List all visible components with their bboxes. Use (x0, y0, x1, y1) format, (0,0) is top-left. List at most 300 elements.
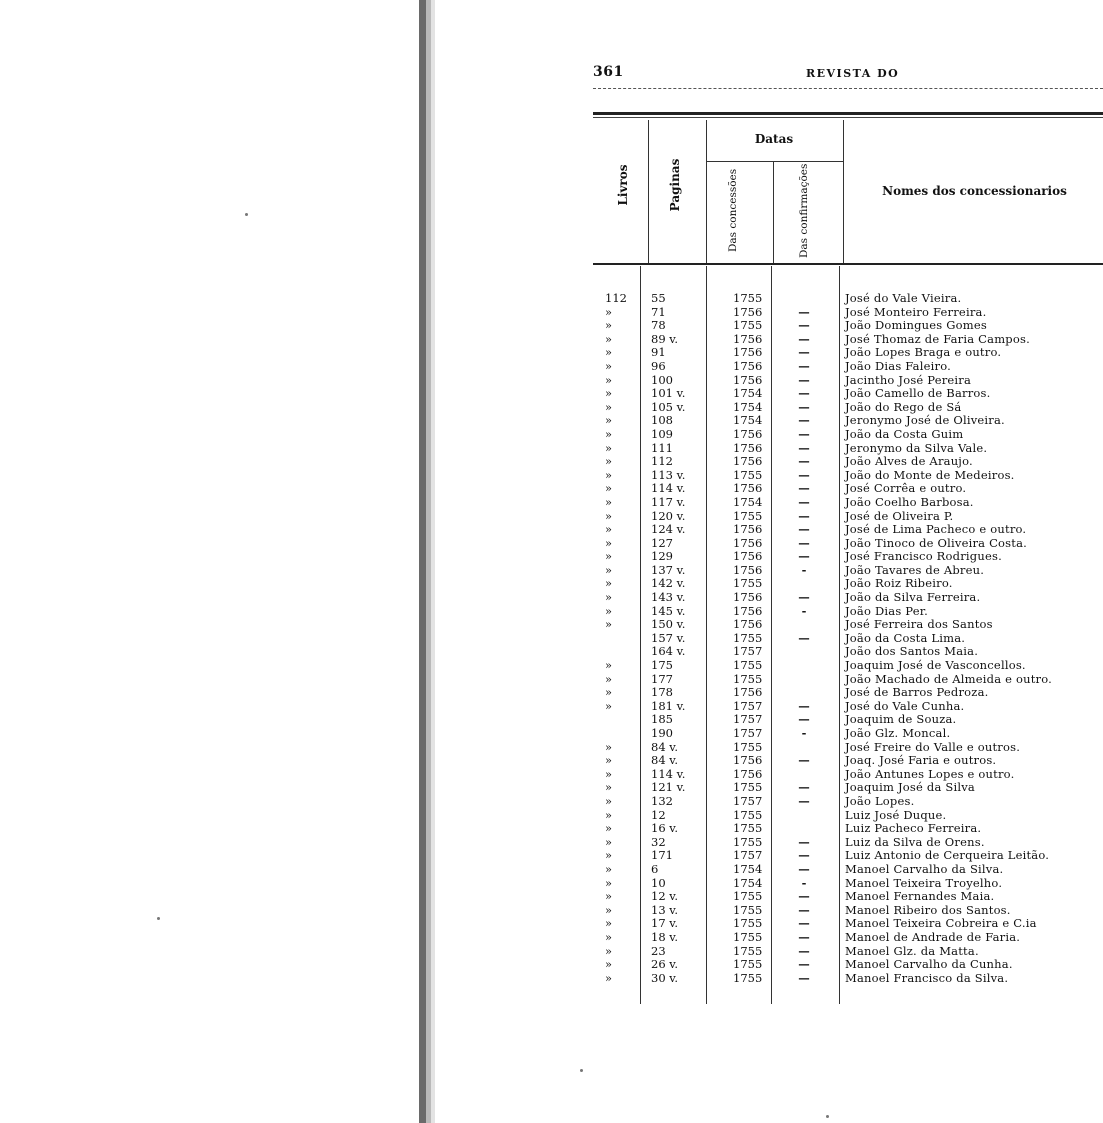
cell-pagina: 105 v. (651, 399, 686, 414)
cell-livro: » (605, 698, 613, 713)
cell-nome: Manoel Francisco da Silva. (845, 970, 1009, 985)
table-row (593, 781, 1103, 795)
cell-concessao: 1755 (733, 929, 763, 944)
cell-livro: » (605, 399, 613, 414)
cell-livro: » (605, 481, 613, 496)
cell-livro: » (605, 386, 613, 401)
cell-nome: João Coelho Barbosa. (845, 494, 974, 509)
cell-nome: João Machado de Almeida e outro. (845, 671, 1052, 686)
binding-gutter-highlight (431, 0, 435, 1123)
cell-confirmacao: — (798, 834, 810, 849)
cell-pagina: 18 v. (651, 929, 679, 944)
cell-livro: » (605, 522, 613, 537)
cell-livro: » (605, 426, 613, 441)
cell-confirmacao: — (798, 318, 810, 333)
header-das-confirmacoes-text: Das confirmações (798, 163, 810, 258)
cell-nome: João da Costa Lima. (845, 630, 966, 645)
cell-nome: Manoel Glz. da Matta. (845, 943, 979, 958)
cell-pagina: 132 (651, 793, 673, 808)
scan-speck (826, 1115, 829, 1118)
cell-nome: João Dias Faleiro. (845, 358, 951, 373)
cell-nome: José de Barros Pedroza. (845, 685, 989, 700)
cell-nome: João do Monte de Medeiros. (845, 467, 1015, 482)
cell-pagina: 111 (651, 440, 673, 455)
cell-pagina: 117 v. (651, 494, 686, 509)
cell-nome: Jacintho José Pereira (845, 372, 972, 387)
cell-confirmacao: — (798, 957, 810, 972)
cell-confirmacao: — (798, 454, 810, 469)
cell-concessao: 1756 (733, 535, 763, 550)
cell-nome: João Alves de Araujo. (845, 454, 973, 469)
cell-nome: João da Silva Ferreira. (845, 590, 981, 605)
cell-concessao: 1757 (733, 644, 763, 659)
cell-nome: João Domingues Gomes (845, 318, 987, 333)
cell-concessao: 1756 (733, 590, 763, 605)
cell-livro: » (605, 304, 613, 319)
cell-pagina: 100 (651, 372, 673, 387)
cell-concessao: 1754 (733, 875, 763, 890)
table-row (593, 306, 1103, 320)
cell-nome: João Lopes. (845, 793, 915, 808)
table-row (593, 469, 1103, 483)
cell-livro: » (605, 617, 613, 632)
cell-concessao: 1756 (733, 345, 763, 360)
table-row (593, 713, 1103, 727)
cell-livro: » (605, 508, 613, 523)
cell-pagina: 121 v. (651, 780, 686, 795)
cell-nome: José Freire do Valle e outros. (845, 739, 1021, 754)
cell-concessao: 1755 (733, 291, 763, 305)
cell-confirmacao: — (798, 304, 810, 319)
cell-concessao: 1755 (733, 834, 763, 849)
cell-livro: » (605, 821, 613, 836)
cell-confirmacao: — (798, 386, 810, 401)
cell-concessao: 1756 (733, 454, 763, 469)
table-row (593, 632, 1103, 646)
table-row (593, 455, 1103, 469)
header-datas: Datas (754, 132, 794, 146)
cell-confirmacao: — (798, 902, 810, 917)
cell-pagina: 178 (651, 685, 673, 700)
cell-pagina: 150 v. (651, 617, 686, 632)
cell-concessao: 1754 (733, 386, 763, 401)
cell-concessao: 1754 (733, 861, 763, 876)
cell-concessao: 1756 (733, 481, 763, 496)
header-das-concessoes-text: Das concessões (727, 168, 739, 252)
cell-nome: Manoel Teixeira Troyelho. (845, 875, 1003, 890)
cell-pagina: 30 v. (651, 970, 679, 985)
table-row (593, 877, 1103, 891)
cell-livro: » (605, 957, 613, 972)
cell-nome: José Monteiro Ferreira. (845, 304, 987, 319)
cell-livro: » (605, 413, 613, 428)
table-row (593, 945, 1103, 959)
cell-concessao: 1755 (733, 739, 763, 754)
cell-livro: » (605, 753, 613, 768)
table-row (593, 333, 1103, 347)
cell-livro: » (605, 943, 613, 958)
cell-concessao: 1755 (733, 318, 763, 333)
cell-livro: » (605, 807, 613, 822)
table-row (593, 564, 1103, 578)
cell-confirmacao: — (798, 889, 810, 904)
cell-confirmacao: — (798, 345, 810, 360)
cell-concessao: 1755 (733, 576, 763, 591)
cell-concessao: 1756 (733, 426, 763, 441)
table-top-rule-thin (593, 117, 1103, 118)
table-row (593, 836, 1103, 850)
cell-livro: » (605, 440, 613, 455)
cell-nome: Manoel de Andrade de Faria. (845, 929, 1021, 944)
cell-concessao: 1757 (733, 726, 763, 740)
cell-pagina: 6 (651, 861, 659, 876)
cell-concessao: 1755 (733, 807, 763, 822)
cell-livro: 112 (605, 291, 627, 305)
table-header-bottom-rule (593, 263, 1103, 265)
table-row (593, 673, 1103, 687)
cell-nome: Manoel Carvalho da Silva. (845, 861, 1004, 876)
cell-livro: » (605, 454, 613, 469)
cell-nome: Joaquim de Souza. (845, 712, 957, 727)
cell-nome: Jeronymo José de Oliveira. (845, 413, 1005, 428)
cell-concessao: 1757 (733, 848, 763, 863)
cell-concessao: 1756 (733, 603, 763, 618)
cell-concessao: 1755 (733, 957, 763, 972)
cell-livro: » (605, 916, 613, 931)
cell-livro: » (605, 970, 613, 985)
column-separator (843, 120, 844, 263)
cell-livro: » (605, 535, 613, 550)
cell-concessao: 1756 (733, 304, 763, 319)
cell-concessao: 1755 (733, 902, 763, 917)
cell-nome: João da Costa Guim (845, 426, 964, 441)
table-row (593, 442, 1103, 456)
scan-speck (580, 1069, 583, 1072)
cell-livro: » (605, 902, 613, 917)
cell-confirmacao: — (798, 753, 810, 768)
cell-livro: » (605, 576, 613, 591)
cell-nome: Luiz Antonio de Cerqueira Leitão. (845, 848, 1050, 863)
cell-nome: José Ferreira dos Santos (845, 617, 993, 632)
cell-confirmacao: — (798, 630, 810, 645)
cell-pagina: 143 v. (651, 590, 686, 605)
table-row (593, 319, 1103, 333)
cell-confirmacao: - (801, 603, 807, 618)
table-row (593, 768, 1103, 782)
cell-pagina: 32 (651, 834, 666, 849)
cell-concessao: 1755 (733, 508, 763, 523)
table-row (593, 401, 1103, 415)
cell-confirmacao: — (798, 698, 810, 713)
cell-confirmacao: - (801, 726, 807, 740)
cell-nome: João Tavares de Abreu. (845, 562, 985, 577)
cell-confirmacao: — (798, 793, 810, 808)
cell-livro: » (605, 739, 613, 754)
cell-concessao: 1756 (733, 549, 763, 564)
cell-concessao: 1756 (733, 440, 763, 455)
cell-confirmacao: — (798, 535, 810, 550)
cell-concessao: 1755 (733, 630, 763, 645)
cell-nome: José do Vale Cunha. (845, 698, 965, 713)
header-nomes: Nomes dos concessionarios (882, 184, 1067, 198)
table-row (593, 863, 1103, 877)
table-row (593, 414, 1103, 428)
cell-pagina: 124 v. (651, 522, 686, 537)
cell-nome: Manoel Ribeiro dos Santos. (845, 902, 1011, 917)
cell-pagina: 171 (651, 848, 673, 863)
table-row (593, 537, 1103, 551)
cell-concessao: 1756 (733, 753, 763, 768)
cell-pagina: 175 (651, 658, 673, 673)
cell-pagina: 16 v. (651, 821, 679, 836)
table-row (593, 659, 1103, 673)
cell-pagina: 137 v. (651, 562, 686, 577)
cell-concessao: 1756 (733, 766, 763, 781)
cell-pagina: 127 (651, 535, 673, 550)
cell-confirmacao: — (798, 943, 810, 958)
cell-nome: João do Rego de Sá (845, 399, 962, 414)
table-row (593, 482, 1103, 496)
cell-livro: » (605, 780, 613, 795)
table-row (593, 727, 1103, 741)
cell-livro: » (605, 889, 613, 904)
header-das-confirmacoes (798, 163, 823, 258)
cell-nome: Luiz José Duque. (845, 807, 947, 822)
table-row (593, 741, 1103, 755)
cell-livro: » (605, 658, 613, 673)
table-row (593, 292, 1103, 306)
cell-confirmacao: — (798, 467, 810, 482)
table-row (593, 904, 1103, 918)
cell-concessao: 1755 (733, 916, 763, 931)
cell-concessao: 1756 (733, 331, 763, 346)
table-row (593, 605, 1103, 619)
table-row (593, 700, 1103, 714)
cell-confirmacao: — (798, 522, 810, 537)
cell-livro: » (605, 590, 613, 605)
cell-concessao: 1756 (733, 617, 763, 632)
column-separator (773, 162, 774, 263)
cell-nome: José do Vale Vieira. (845, 291, 962, 305)
cell-pagina: 23 (651, 943, 666, 958)
cell-confirmacao: — (798, 712, 810, 727)
table-row (593, 374, 1103, 388)
cell-pagina: 190 (651, 726, 673, 740)
cell-livro: » (605, 358, 613, 373)
table-row (593, 917, 1103, 931)
table-row (593, 523, 1103, 537)
cell-pagina: 114 v. (651, 481, 686, 496)
cell-pagina: 13 v. (651, 902, 679, 917)
table-row (593, 686, 1103, 700)
running-head: REVISTA DO (806, 67, 900, 80)
cell-pagina: 157 v. (651, 630, 686, 645)
cell-confirmacao: — (798, 399, 810, 414)
cell-pagina: 101 v. (651, 386, 686, 401)
concessions-table-body (593, 292, 1103, 985)
cell-confirmacao: - (801, 875, 807, 890)
cell-confirmacao: — (798, 358, 810, 373)
cell-concessao: 1755 (733, 889, 763, 904)
cell-nome: Luiz Pacheco Ferreira. (845, 821, 982, 836)
cell-livro: » (605, 848, 613, 863)
cell-nome: Manoel Carvalho da Cunha. (845, 957, 1013, 972)
table-row (593, 958, 1103, 972)
cell-pagina: 71 (651, 304, 666, 319)
cell-concessao: 1755 (733, 467, 763, 482)
cell-pagina: 109 (651, 426, 673, 441)
table-row (593, 618, 1103, 632)
cell-nome: Joaquim José de Vasconcellos. (845, 658, 1026, 673)
table-row (593, 931, 1103, 945)
scan-speck (245, 213, 248, 216)
cell-pagina: 142 v. (651, 576, 686, 591)
datas-subheader-rule (706, 161, 843, 162)
cell-pagina: 112 (651, 454, 673, 469)
cell-confirmacao: — (798, 331, 810, 346)
cell-pagina: 26 v. (651, 957, 679, 972)
cell-nome: José Francisco Rodrigues. (845, 549, 1002, 564)
cell-nome: João Antunes Lopes e outro. (845, 766, 1015, 781)
cell-concessao: 1754 (733, 413, 763, 428)
cell-nome: João Glz. Moncal. (845, 726, 951, 740)
cell-confirmacao: — (798, 426, 810, 441)
cell-livro: » (605, 861, 613, 876)
cell-pagina: 177 (651, 671, 673, 686)
cell-livro: » (605, 467, 613, 482)
cell-nome: João Tinoco de Oliveira Costa. (845, 535, 1028, 550)
table-row (593, 346, 1103, 360)
cell-concessao: 1755 (733, 780, 763, 795)
cell-concessao: 1756 (733, 685, 763, 700)
cell-confirmacao: — (798, 590, 810, 605)
cell-livro: » (605, 875, 613, 890)
cell-confirmacao: — (798, 970, 810, 985)
cell-pagina: 17 v. (651, 916, 679, 931)
cell-confirmacao: — (798, 508, 810, 523)
cell-confirmacao: — (798, 929, 810, 944)
cell-nome: José de Oliveira P. (845, 508, 954, 523)
cell-confirmacao: — (798, 481, 810, 496)
cell-livro: » (605, 834, 613, 849)
binding-gutter-shadow (419, 0, 426, 1123)
table-row (593, 754, 1103, 768)
header-livros: Livros (616, 164, 630, 206)
table-row (593, 645, 1103, 659)
cell-nome: José Thomaz de Faria Campos. (845, 331, 1030, 346)
cell-nome: Jeronymo da Silva Vale. (845, 440, 988, 455)
cell-confirmacao: — (798, 861, 810, 876)
cell-concessao: 1756 (733, 562, 763, 577)
cell-concessao: 1757 (733, 712, 763, 727)
cell-pagina: 89 v. (651, 331, 679, 346)
cell-concessao: 1755 (733, 671, 763, 686)
cell-confirmacao: — (798, 413, 810, 428)
cell-pagina: 113 v. (651, 467, 686, 482)
cell-nome: Joaquim José da Silva (845, 780, 975, 795)
cell-concessao: 1756 (733, 372, 763, 387)
cell-confirmacao: — (798, 440, 810, 455)
cell-nome: João Lopes Braga e outro. (845, 345, 1002, 360)
cell-nome: Manoel Fernandes Maia. (845, 889, 995, 904)
cell-pagina: 181 v. (651, 698, 686, 713)
cell-confirmacao: — (798, 549, 810, 564)
cell-livro: » (605, 766, 613, 781)
table-row (593, 849, 1103, 863)
header-rule (593, 88, 1103, 89)
cell-pagina: 145 v. (651, 603, 686, 618)
cell-pagina: 78 (651, 318, 666, 333)
cell-concessao: 1757 (733, 698, 763, 713)
cell-livro: » (605, 494, 613, 509)
column-separator (648, 120, 649, 263)
cell-livro: » (605, 372, 613, 387)
table-row (593, 822, 1103, 836)
cell-pagina: 129 (651, 549, 673, 564)
cell-concessao: 1757 (733, 793, 763, 808)
table-row (593, 387, 1103, 401)
table-row (593, 795, 1103, 809)
cell-pagina: 96 (651, 358, 666, 373)
cell-pagina: 185 (651, 712, 673, 727)
cell-concessao: 1754 (733, 494, 763, 509)
cell-concessao: 1755 (733, 970, 763, 985)
cell-pagina: 12 v. (651, 889, 679, 904)
table-row (593, 972, 1103, 986)
cell-confirmacao: — (798, 494, 810, 509)
scan-speck (157, 917, 160, 920)
cell-livro: » (605, 603, 613, 618)
page-number: 361 (593, 64, 624, 80)
cell-confirmacao: — (798, 372, 810, 387)
cell-nome: João Roiz Ribeiro. (845, 576, 953, 591)
cell-livro: » (605, 331, 613, 346)
cell-confirmacao: - (801, 562, 807, 577)
header-das-concessoes (727, 168, 752, 252)
cell-nome: João Dias Per. (845, 603, 928, 618)
table-row (593, 496, 1103, 510)
table-row (593, 428, 1103, 442)
cell-nome: Joaq. José Faria e outros. (845, 753, 997, 768)
cell-pagina: 164 v. (651, 644, 686, 659)
cell-livro: » (605, 549, 613, 564)
cell-pagina: 55 (651, 291, 666, 305)
cell-nome: João Camello de Barros. (845, 386, 991, 401)
table-row (593, 360, 1103, 374)
cell-livro: » (605, 929, 613, 944)
table-row (593, 591, 1103, 605)
cell-livro: » (605, 793, 613, 808)
table-row (593, 890, 1103, 904)
cell-concessao: 1755 (733, 821, 763, 836)
cell-nome: João dos Santos Maia. (845, 644, 979, 659)
table-row (593, 510, 1103, 524)
cell-confirmacao: — (798, 848, 810, 863)
cell-nome: Luiz da Silva de Orens. (845, 834, 985, 849)
cell-nome: Manoel Teixeira Cobreira e C.ia (845, 916, 1037, 931)
cell-pagina: 120 v. (651, 508, 686, 523)
cell-pagina: 12 (651, 807, 666, 822)
table-top-rule (593, 112, 1103, 115)
cell-nome: José Corrêa e outro. (845, 481, 967, 496)
table-row (593, 809, 1103, 823)
cell-concessao: 1755 (733, 658, 763, 673)
cell-pagina: 91 (651, 345, 666, 360)
cell-confirmacao: — (798, 916, 810, 931)
cell-pagina: 108 (651, 413, 673, 428)
cell-pagina: 10 (651, 875, 666, 890)
header-paginas: Paginas (668, 158, 682, 212)
